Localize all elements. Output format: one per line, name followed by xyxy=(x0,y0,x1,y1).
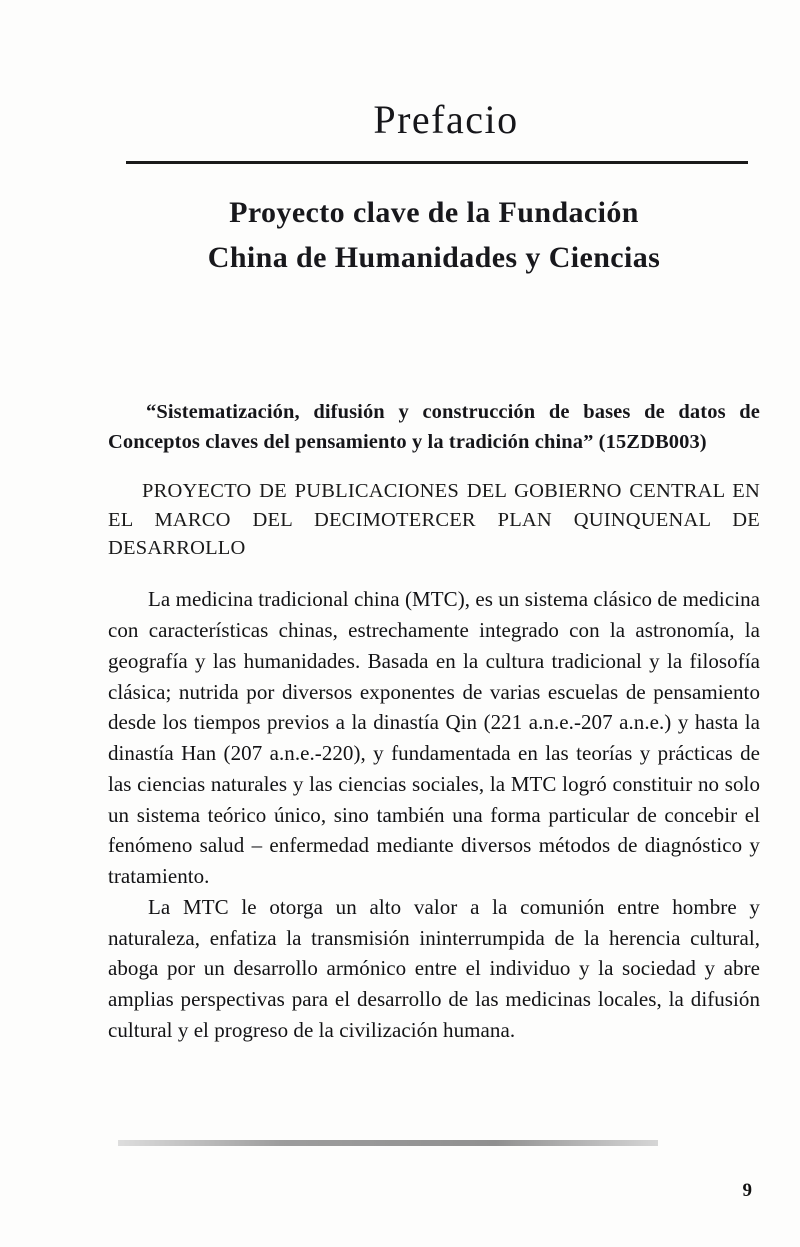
page-number: 9 xyxy=(742,1180,752,1201)
project-quote-block: “Sistematización, difusión y construcción de bases de datos de Conceptos claves del pensamiento y la tradición china” (15ZDB003) xyxy=(108,401,760,453)
title-divider xyxy=(126,161,748,164)
subtitle-line-1: Proyecto clave de la Fundación xyxy=(229,196,639,229)
page-content xyxy=(108,96,760,1046)
footer-divider xyxy=(118,1140,658,1146)
body-paragraph-2: La MTC le otorga un alto valor a la comunión entre hombre y naturaleza, enfatiza la transmisión ininterrumpida de la herencia cultural, aboga por un desarrollo armónico entre el individuo y la sociedad y abre amplias perspectivas para el desarrollo de las medicinas locales, la difusión cultural y el progreso de la civilización humana. xyxy=(108,894,760,1042)
subtitle-line-2: China de Humanidades y Ciencias xyxy=(207,241,661,274)
vertical-spacer xyxy=(108,280,760,398)
page-title: Prefacio xyxy=(373,97,519,142)
government-program-block: PROYECTO DE PUBLICACIONES DEL GOBIERNO CENTRAL EN EL MARCO DEL DECIMOTERCER PLAN QUINQUENAL DE DESARROLLO xyxy=(108,480,760,559)
body-paragraph-1: La medicina tradicional china (MTC), es un sistema clásico de medicina con características chinas, estrechamente integrado con la astronomía, la geografía y las humanidades. Basada en la cultura tradicional y la filosofía clásica; nutrida por diversos exponentes de varias escuelas de pensamiento desde los tiempos previos a la dinastía Qin (221 a.n.e.-207 a.n.e.) y hasta la dinastía Han (207 a.n.e.-220), y fundamentada en las teorías y prácticas de las ciencias naturales y las ciencias sociales, la MTC logró constituir no solo un sistema teórico único, sino también una forma particular de concebir el fenómeno salud – enfermedad mediante diversos métodos de diagnóstico y tratamiento. xyxy=(108,587,760,889)
